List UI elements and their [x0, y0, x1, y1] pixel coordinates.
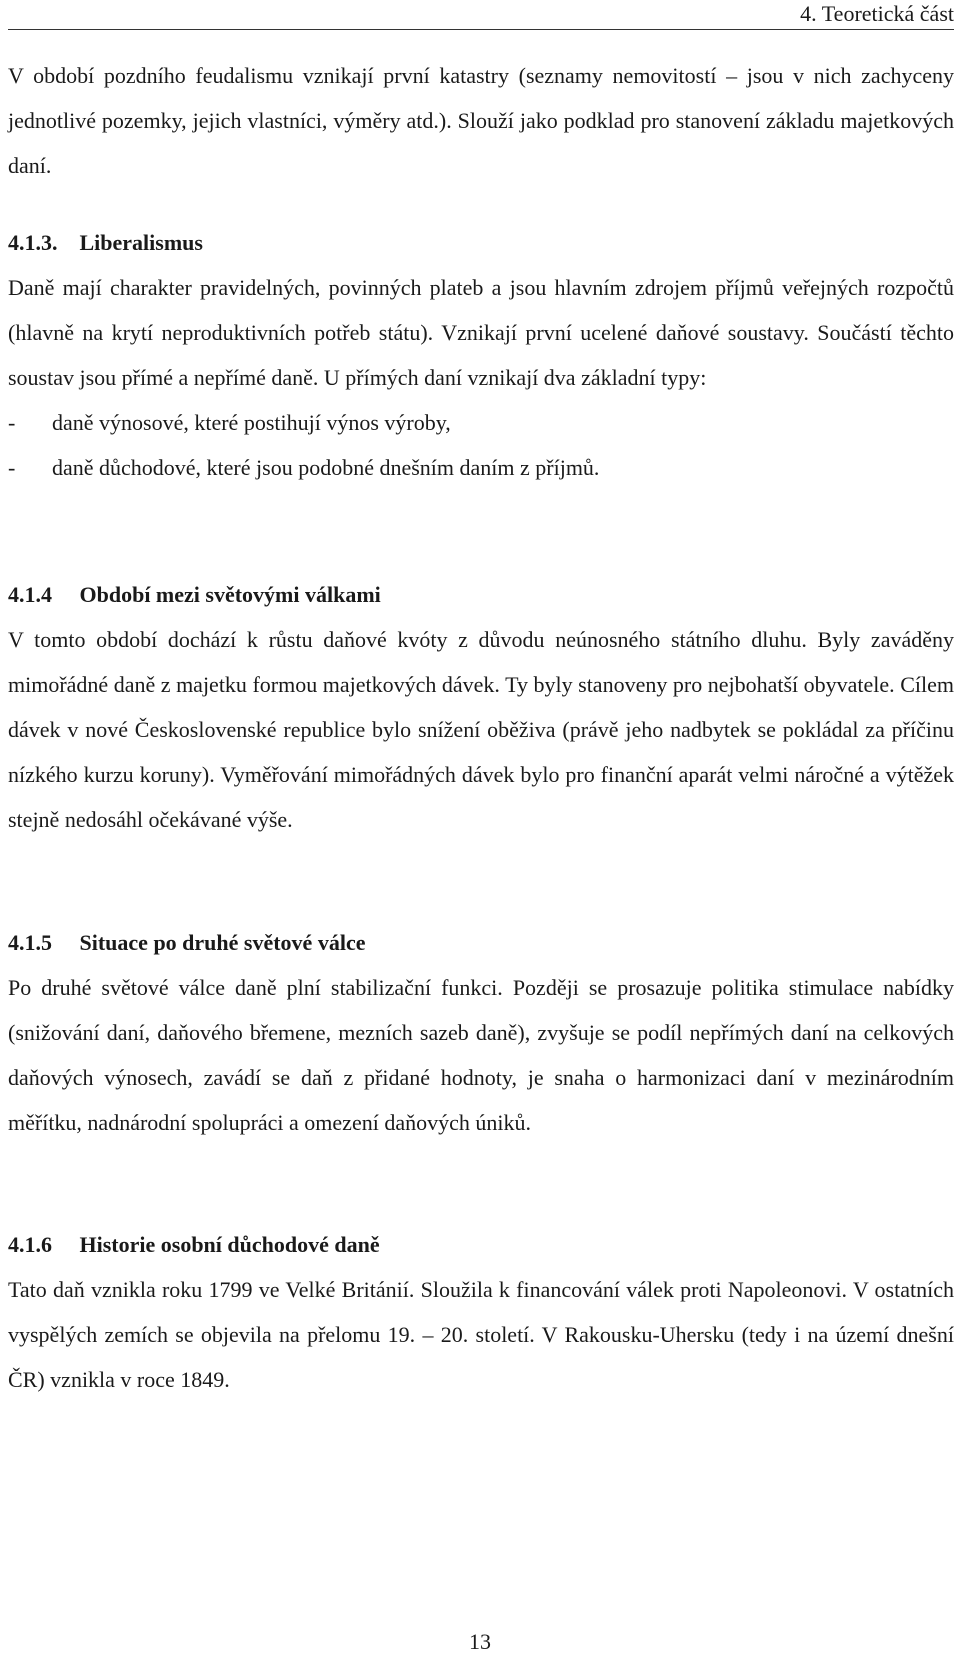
- section-number: 4.1.4: [8, 582, 52, 607]
- section-historie-dane: [8, 1222, 954, 1402]
- section-paragraph: Daně mají charakter pravidelných, povinných plateb a jsou hlavním zdrojem příjmů veřejných rozpočtů (hlavně na krytí neproduktivních potřeb státu). Vznikají první ucelené daňové soustavy. Součástí těchto soustav jsou přímé a nepřímé daně. U přímých daní vznikají dva základní typy:: [8, 275, 954, 390]
- list-item-text: daně výnosové, které postihují výnos výroby,: [52, 410, 451, 435]
- page-number: 13: [469, 1629, 491, 1654]
- section-heading: [8, 220, 954, 265]
- list-dash: -: [8, 410, 16, 435]
- section-title: Situace po druhé světové válce: [79, 930, 366, 955]
- section-paragraph: Tato daň vznikla roku 1799 ve Velké Británií. Sloužila k financování válek proti Napoleonovi. V ostatních vyspělých zemích se objevila na přelomu 19. – 20. století. V Rakousku-Uhersku (tedy i na území dnešní ČR) vznikla v roce 1849.: [8, 1277, 954, 1392]
- intro-paragraph: V období pozdního feudalismu vznikají první katastry (seznamy nemovitostí – jsou v nich zachyceny jednotlivé pozemky, jejich vlastníci, výměry atd.). Slouží jako podklad pro stanovení základu majetkových daní.: [8, 63, 954, 178]
- running-header: 4. Teoretická část: [800, 1, 954, 26]
- section-title: Období mezi světovými válkami: [79, 582, 381, 607]
- section-title: Historie osobní důchodové daně: [79, 1232, 380, 1257]
- header-rule: [8, 29, 954, 30]
- section-liberalismus: [8, 220, 954, 490]
- intro-block: [8, 53, 954, 188]
- section-paragraph: V tomto období dochází k růstu daňové kvóty z důvodu neúnosného státního dluhu. Byly zaváděny mimořádné daně z majetku formou majetkových dávek. Ty byly stanoveny pro nejbohatší obyvatele. Cílem dávek v nové Československé republice bylo snížení oběživa (právě jeho nadbytek se pokládal za příčinu nízkého kurzu koruny). Vyměřování mimořádných dávek bylo pro finanční aparát velmi náročné a výtěžek stejně nedosáhl očekávané výše.: [8, 627, 954, 832]
- list-item: [8, 400, 954, 445]
- section-paragraph: Po druhé světové válce daně plní stabilizační funkci. Později se prosazuje politika stimulace nabídky (snižování daní, daňového břemene, mezních sazeb daně), zvyšuje se podíl nepřímých daní na celkových daňových výnosech, zavádí se daň z přidané hodnoty, je snaha o harmonizaci daní v mezinárodním měřítku, nadnárodní spolupráci a omezení daňových úniků.: [8, 975, 954, 1135]
- section-po-valce: [8, 920, 954, 1145]
- list-dash: -: [8, 455, 16, 480]
- section-number: 4.1.3.: [8, 230, 58, 255]
- section-title: Liberalismus: [79, 230, 203, 255]
- section-number: 4.1.5: [8, 930, 52, 955]
- list-item: [8, 445, 954, 490]
- list-item-text: daně důchodové, které jsou podobné dnešním daním z příjmů.: [52, 455, 600, 480]
- section-mezi-valkami: [8, 572, 954, 842]
- section-heading: [8, 1222, 954, 1267]
- section-heading: [8, 920, 954, 965]
- section-heading: [8, 572, 954, 617]
- tax-types-list: [8, 400, 954, 490]
- section-number: 4.1.6: [8, 1232, 52, 1257]
